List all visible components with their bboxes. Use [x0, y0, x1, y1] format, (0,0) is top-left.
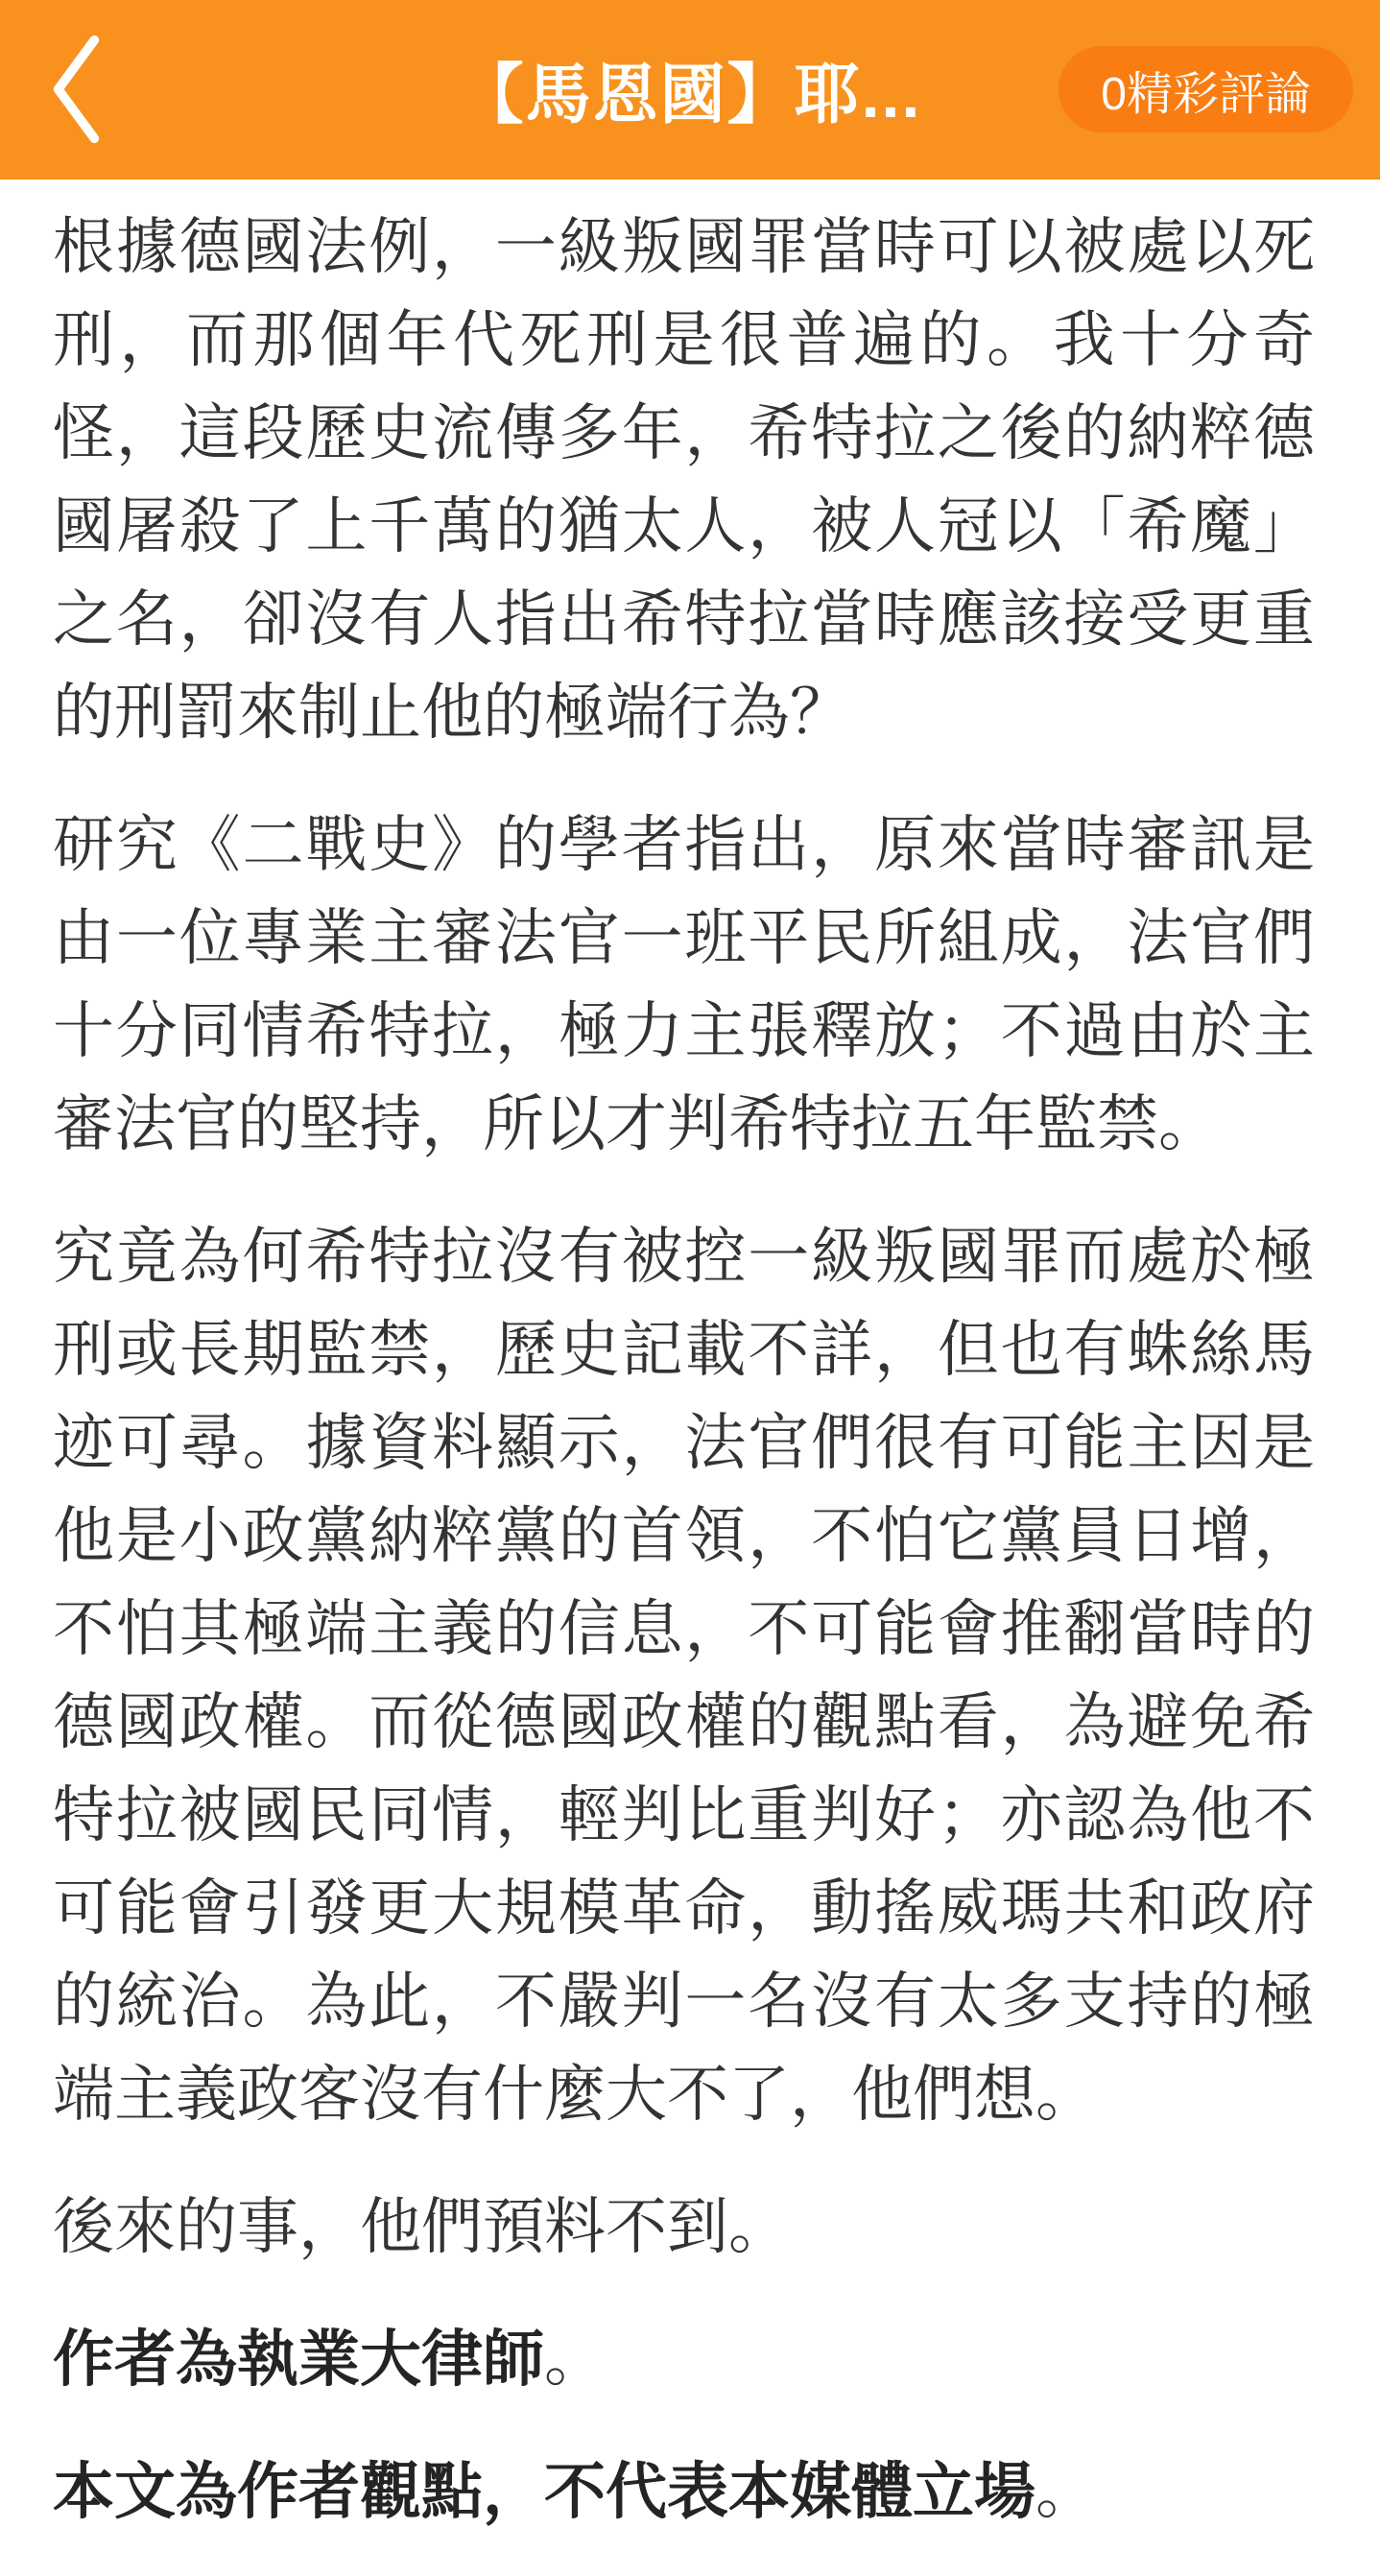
back-button[interactable]: [13, 0, 138, 179]
article-paragraph: 究竟為何希特拉沒有被控一級叛國罪而處於極刑或長期監禁，歷史記載不詳，但也有蛛絲馬迹可尋。據資料顯示，法官們很有可能主因是他是小政黨納粹黨的首領，不怕它黨員日增，不怕其極端主義的信息，不可能會推翻當時的德國政權。而從德國政權的觀點看，為避免希特拉被國民同情，輕判比重判好；亦認為他不可能會引發更大規模革命，動搖威瑪共和政府的統治。為此，不嚴判一名沒有太多支持的極端主義政客沒有什麼大不了，他們想。: [53, 1222, 1315, 2129]
article-paragraph: 後來的事，他們預料不到。: [53, 2192, 790, 2261]
author-note-period: 。: [544, 2325, 606, 2394]
disclaimer-note: [53, 2445, 1315, 2539]
page-title: 【馬恩國】耶...: [458, 58, 922, 131]
article-paragraph: 根據德國法例，一級叛國罪當時可以被處以死刑，而那個年代死刑是很普遍的。我十分奇怪，這段歷史流傳多年，希特拉之後的納粹德國屠殺了上千萬的猶太人，被人冠以「希魔」之名，卻沒有人指出希特拉當時應該接受更重的刑罰來制止他的極端行為？: [53, 212, 1315, 747]
back-chevron-icon: [48, 33, 104, 146]
disclaimer-text: 本文為作者觀點，不代表本媒體立場: [53, 2457, 1035, 2526]
app-header: [0, 0, 1380, 179]
comments-button[interactable]: 0精彩評論: [1059, 46, 1353, 132]
article-body[interactable]: [0, 179, 1380, 2539]
disclaimer-period: 。: [1035, 2457, 1097, 2526]
author-note-text: 作者為執業大律師: [53, 2325, 544, 2394]
article-paragraph: 研究《二戰史》的學者指出，原來當時審訊是由一位專業主審法官一班平民所組成，法官們十分同情希特拉，極力主張釋放；不過由於主審法官的堅持，所以才判希特拉五年監禁。: [53, 810, 1315, 1158]
author-note: [53, 2313, 1315, 2406]
